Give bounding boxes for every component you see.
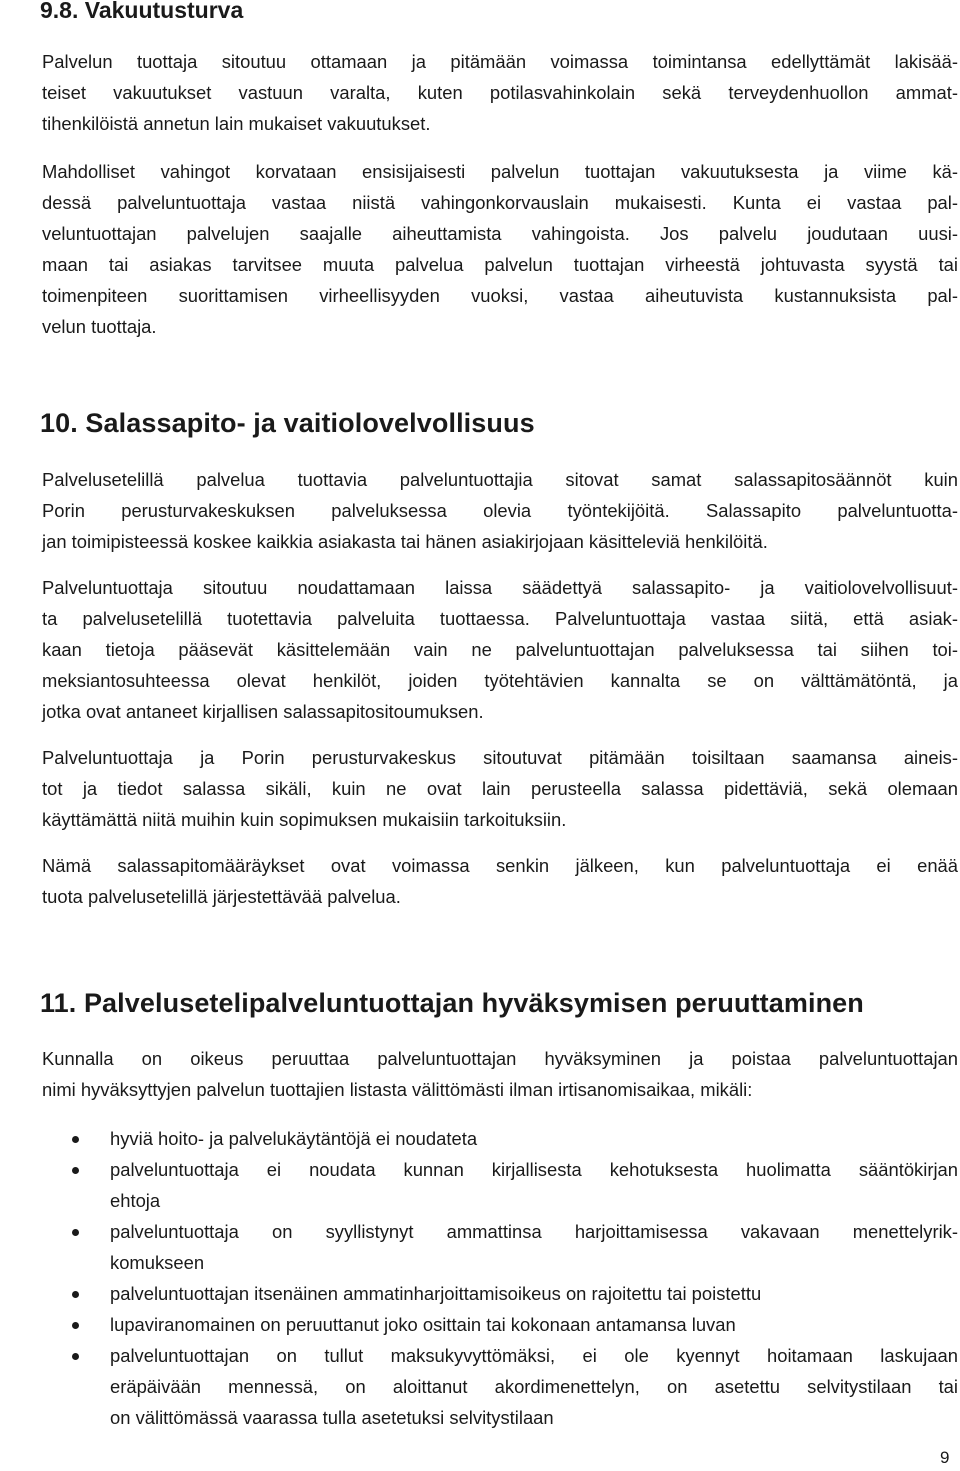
section-heading-text: 11. Palvelusetelipalveluntuottajan hyväksymisen peruuttaminen [40,988,864,1018]
list-item [0,1278,958,1309]
text-line: palveluntuottajan on tullut maksukyvyttömäksi, ei ole kyennyt hoitamaan laskujaan [110,1345,958,1366]
list-item [0,1123,958,1154]
section-heading-text: 10. Salassapito- ja vaitiolovelvollisuus [40,408,535,438]
section-heading-9-8: 9.8. Vakuutusturva [40,0,244,23]
text-line: Palveluntuottaja sitoutuu noudattamaan laissa säädettyä salassapito- ja vaitiolovelvollisuut- [42,577,958,598]
text-line: tot ja tiedot salassa sikäli, kuin ne ovat lain perusteella salassa pidettäviä, sekä olemaan [42,778,958,799]
text-line: palveluntuottaja on syyllistynyt ammattinsa harjoittamisessa vakavaan menettelyrik- [110,1221,958,1242]
paragraph [42,464,958,557]
text-line: komukseen [110,1252,205,1273]
bullet-list [0,1123,958,1433]
text-line: dessä palveluntuottaja vastaa niistä vahingonkorvauslain mukaisesti. Kunta ei vastaa pal- [42,192,958,213]
text-line: ta palvelusetelillä tuotettavia palveluita tuottaessa. Palveluntuottaja vastaa siitä, että asiak- [42,608,958,629]
bullet-icon [72,1136,79,1143]
text-line: on välittömässä vaarassa tulla asetetuksi selvitystilaan [110,1407,554,1428]
text-line: teiset vakuutukset vastuun varalta, kuten potilasvahinkolain sekä terveydenhuollon ammat- [42,82,958,103]
list-item [0,1216,958,1278]
text-line: velun tuottaja. [42,316,157,337]
bullet-icon [72,1229,79,1236]
text-line: eräpäivään mennessä, on aloittanut akordimenettelyn, on asetettu selvitystilaan tai [110,1376,958,1397]
bullet-icon [72,1353,79,1360]
bullet-icon [72,1322,79,1329]
text-line: tihenkilöistä annetun lain mukaiset vakuutukset. [42,113,431,134]
paragraph [42,46,958,139]
list-item [0,1309,958,1340]
paragraph [42,850,958,912]
list-item [0,1154,958,1216]
text-line: Palveluntuottaja ja Porin perusturvakeskus sitoutuvat pitämään toisiltaan saamansa aineis- [42,747,958,768]
text-line: kaan tietoja pääsevät käsittelemään vain ne palveluntuottajan palveluksessa tai siihen toi- [42,639,958,660]
paragraph [42,1043,958,1105]
text-line: maan tai asiakas tarvitsee muuta palvelua palvelun tuottajan virheestä johtuvasta syystä tai [42,254,958,275]
text-line: Porin perusturvakeskuksen palveluksessa olevia työntekijöitä. Salassapito palveluntuotta- [42,500,958,521]
text-line: veluntuottajan palvelujen saajalle aiheuttamista vahingoista. Jos palvelu joudutaan uusi- [42,223,958,244]
text-line: käyttämättä niitä muihin kuin sopimuksen mukaisiin tarkoituksiin. [42,809,567,830]
text-line: Nämä salassapitomääräykset ovat voimassa senkin jälkeen, kun palveluntuottaja ei enää [42,855,958,876]
paragraph [42,572,958,727]
text-line: toimenpiteen suorittamisen virheellisyyden vuoksi, vastaa aiheutuvista kustannuksista pal- [42,285,958,306]
text-line: tuota palvelusetelillä järjestettävää palvelua. [42,886,401,907]
bullet-icon [72,1291,79,1298]
text-line: palveluntuottajan itsenäinen ammatinharjoittamisoikeus on rajoitettu tai poistettu [110,1283,762,1304]
text-line: palveluntuottaja ei noudata kunnan kirjallisesta kehotuksesta huolimatta sääntökirjan [110,1159,958,1180]
paragraph [42,742,958,835]
bullet-icon [72,1167,79,1174]
text-line: ehtoja [110,1190,161,1211]
text-line: hyviä hoito- ja palvelukäytäntöjä ei noudateta [110,1128,478,1149]
section-heading-10 [0,406,535,440]
text-line: Palvelun tuottaja sitoutuu ottamaan ja pitämään voimassa toimintansa edellyttämät lakisää- [42,51,958,72]
page-number: 9 [940,1448,950,1467]
text-line: Mahdolliset vahingot korvataan ensisijaisesti palvelun tuottajan vakuutuksesta ja viime kä- [42,161,958,182]
paragraph [42,156,958,342]
text-line: Palvelusetelillä palvelua tuottavia palveluntuottajia sitovat samat salassapitosäännöt kuin [42,469,958,490]
text-line: jan toimipisteessä koskee kaikkia asiakasta tai hänen asiakirjojaan käsitteleviä henkilöitä. [42,531,768,552]
text-line: Kunnalla on oikeus peruuttaa palveluntuottajan hyväksyminen ja poistaa palveluntuottajan [42,1048,958,1069]
text-line: meksiantosuhteessa olevat henkilöt, joiden työtehtävien kannalta se on välttämätöntä, ja [42,670,958,691]
text-line: nimi hyväksyttyjen palvelun tuottajien listasta välittömästi ilman irtisanomisaikaa, mikäli: [42,1079,753,1100]
text-line: jotka ovat antaneet kirjallisen salassapitositoumuksen. [42,701,484,722]
section-heading-11 [0,986,864,1020]
list-item [0,1340,958,1433]
text-line: lupaviranomainen on peruuttanut joko osittain tai kokonaan antamansa luvan [110,1314,736,1335]
